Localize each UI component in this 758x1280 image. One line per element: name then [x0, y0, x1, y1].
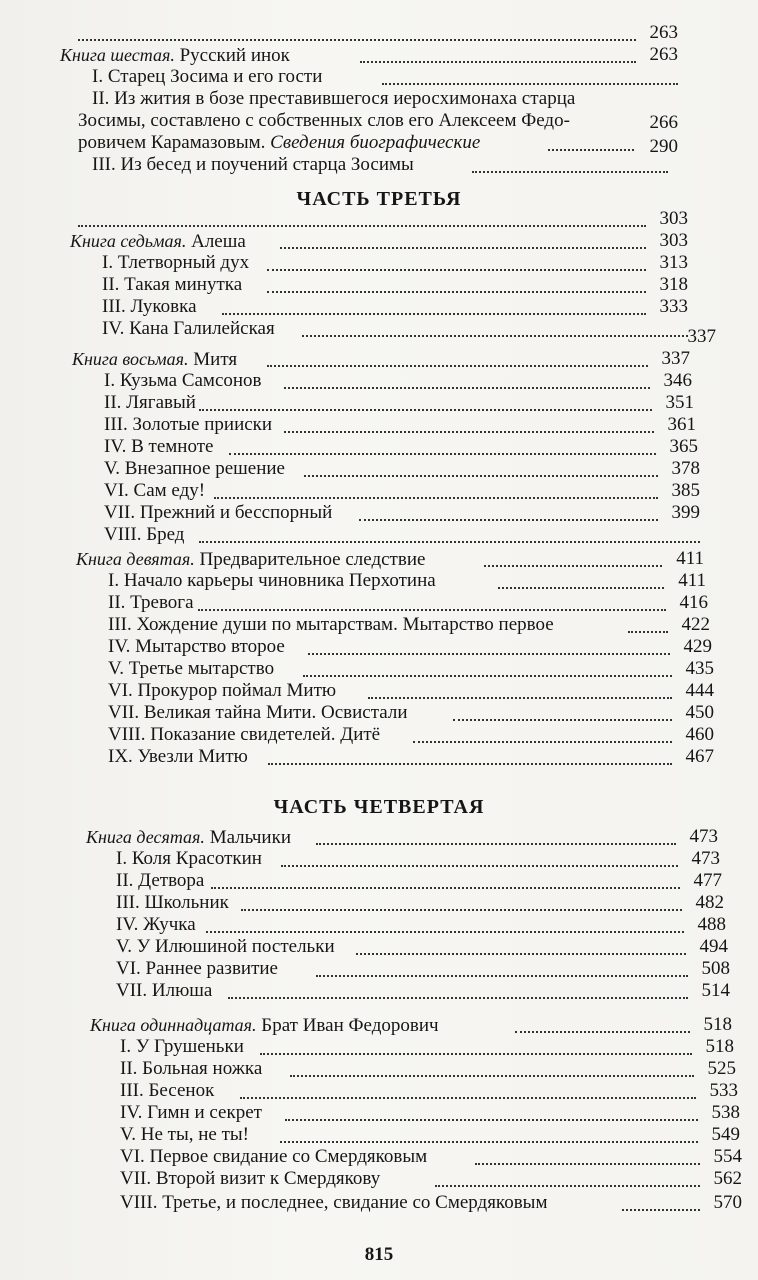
toc-page: 514	[701, 980, 730, 1001]
toc-title: VII. Второй визит к Смердякову	[120, 1168, 381, 1189]
toc-row	[120, 1168, 742, 1190]
toc-page: 482	[695, 892, 724, 913]
toc-page: 533	[709, 1080, 738, 1101]
toc-page: 429	[683, 636, 712, 657]
toc-title: IV. Кана Галилейская	[102, 318, 275, 339]
toc-page: 488	[697, 914, 726, 935]
toc-page: 313	[659, 252, 688, 273]
toc-row-book10	[86, 826, 718, 848]
toc-title: V. Внезапное решение	[104, 458, 285, 479]
toc-page: 460	[685, 724, 714, 745]
toc-row	[116, 870, 722, 892]
toc-page: 549	[711, 1124, 740, 1145]
toc-title: IV. Мытарство второе	[108, 636, 285, 657]
toc-title: V. Не ты, не ты!	[120, 1124, 249, 1145]
toc-title: III. Бесенок	[120, 1080, 215, 1101]
toc-row	[102, 318, 688, 340]
book-label: Книга восьмая.	[72, 349, 189, 369]
book-label: Книга шестая.	[60, 45, 175, 65]
toc-title: ровичем Карамазовым.	[78, 132, 266, 153]
toc-row	[116, 848, 720, 870]
toc-page: 411	[678, 570, 706, 591]
toc-title-italic: Сведения биографические	[270, 132, 481, 153]
toc-page: 518	[705, 1036, 734, 1057]
toc-row	[120, 1146, 742, 1168]
toc-title: I. У Грушеньки	[120, 1036, 244, 1057]
toc-title: II. Детвора	[116, 870, 205, 891]
toc-page: 467	[685, 746, 714, 767]
toc-title: IV. В темноте	[104, 436, 214, 457]
toc-page: 365	[669, 436, 698, 457]
toc-row	[108, 636, 712, 658]
toc-row	[120, 1192, 742, 1214]
toc-title: II. Лягавый	[104, 392, 196, 413]
toc-row	[92, 66, 678, 88]
toc-row	[104, 458, 700, 480]
toc-row	[108, 680, 714, 702]
toc-page: 337	[661, 348, 690, 369]
toc-row	[78, 132, 678, 157]
toc-title: I. Коля Красоткин	[116, 848, 262, 869]
book-title: Русский инок	[179, 45, 290, 66]
toc-page: 346	[663, 370, 692, 391]
toc-page: 411	[676, 548, 704, 569]
toc-page: 378	[671, 458, 700, 479]
toc-page: 473	[689, 826, 718, 847]
toc-row	[680, 326, 716, 348]
book-label: Книга девятая.	[76, 549, 195, 569]
toc-page: 518	[703, 1014, 732, 1035]
toc-title: II. Больная ножка	[120, 1058, 263, 1079]
toc-page: 361	[667, 414, 696, 435]
book-title: Мальчики	[209, 827, 292, 848]
toc-row	[78, 110, 678, 132]
toc-row	[104, 436, 698, 458]
toc-row-book6	[60, 44, 678, 66]
toc-row	[108, 592, 708, 614]
toc-title: IV. Гимн и секрет	[120, 1102, 262, 1123]
toc-page: 290	[649, 136, 678, 157]
toc-row	[120, 1080, 738, 1102]
toc-title: VII. Илюша	[116, 980, 213, 1001]
book-label: Книга седьмая.	[70, 231, 187, 251]
toc-title: VI. Раннее развитие	[116, 958, 278, 979]
book-label: Книга одиннадцатая.	[90, 1015, 257, 1035]
toc-page: 263	[649, 44, 678, 65]
toc-title: VII. Великая тайна Мити. Освистали	[108, 702, 408, 723]
toc-page: 570	[713, 1192, 742, 1213]
toc-page: 337	[687, 326, 716, 347]
toc-page: 333	[659, 296, 688, 317]
toc-title: VIII. Показание свидетелей. Дитё	[108, 724, 381, 745]
toc-title: VIII. Третье, и последнее, свидание со Смердяковым	[120, 1192, 548, 1213]
toc-title: IX. Увезли Митю	[108, 746, 248, 767]
toc-row	[116, 980, 730, 1002]
book-title: Алеша	[191, 231, 246, 252]
toc-title: II. Тревога	[108, 592, 194, 613]
toc-title: II. Из жития в бозе преставившегося иеросхимонаха старца	[92, 88, 576, 109]
toc-row	[104, 480, 700, 502]
toc-page: 351	[665, 392, 694, 413]
toc-row	[104, 392, 694, 414]
toc-page: 399	[671, 502, 700, 523]
toc-page: 494	[699, 936, 728, 957]
book-title: Митя	[193, 349, 238, 370]
toc-row-book11	[90, 1014, 732, 1036]
toc-title: VI. Прокурор поймал Митю	[108, 680, 337, 701]
toc-page: 318	[659, 274, 688, 295]
toc-row-book8	[72, 348, 690, 370]
toc-row	[120, 1058, 736, 1080]
toc-row	[116, 892, 724, 914]
toc-row	[102, 296, 688, 318]
toc-row	[108, 658, 714, 680]
toc-title: III. Из бесед и поучений старца Зосимы	[92, 154, 414, 175]
toc-row-book7	[70, 230, 688, 252]
toc-title: V. Третье мытарство	[108, 658, 275, 679]
toc-page: 435	[685, 658, 714, 679]
toc-row-book9	[76, 548, 704, 570]
toc-title: III. Хождение души по мытарствам. Мытарство первое	[108, 614, 554, 635]
toc-title: I. Начало карьеры чиновника Перхотина	[108, 570, 436, 591]
toc-row	[120, 1036, 734, 1058]
toc-title: V. У Илюшиной постельки	[116, 936, 335, 957]
toc-row	[92, 88, 678, 110]
toc-row	[116, 936, 728, 958]
toc-title: III. Золотые прииски	[104, 414, 273, 435]
toc-page: 303	[659, 230, 688, 251]
toc-title: II. Такая минутка	[102, 274, 243, 295]
toc-row	[116, 914, 726, 936]
toc-title: III. Луковка	[102, 296, 197, 317]
toc-title: IV. Жучка	[116, 914, 196, 935]
toc-row	[108, 746, 714, 768]
book-title: Предварительное следствие	[199, 549, 426, 570]
toc-title: VII. Прежний и бесспорный	[104, 502, 333, 523]
toc-row	[78, 208, 688, 230]
toc-row	[108, 724, 714, 746]
toc-row	[108, 614, 710, 636]
toc-row	[108, 702, 714, 724]
part-heading: ЧАСТЬ ТРЕТЬЯ	[296, 188, 462, 210]
toc-page: 538	[711, 1102, 740, 1123]
toc-row	[120, 1102, 740, 1124]
toc-title: VIII. Бред	[104, 524, 185, 545]
toc-row	[104, 502, 700, 524]
page-number: 815	[364, 1244, 394, 1265]
toc-title: VI. Первое свидание со Смердяковым	[120, 1146, 428, 1167]
toc-title: VI. Сам еду!	[104, 480, 206, 501]
toc-row	[102, 252, 688, 274]
toc-page: 525	[707, 1058, 736, 1079]
toc-page: 477	[693, 870, 722, 891]
toc-title: III. Школьник	[116, 892, 229, 913]
toc-page: 562	[713, 1168, 742, 1189]
toc-page: 554	[713, 1146, 742, 1167]
toc-row	[92, 154, 678, 176]
toc-row	[108, 570, 706, 592]
toc-title: Зосимы, составлено с собственных слов его Алексеем Федо-	[78, 110, 570, 131]
toc-row	[78, 22, 678, 44]
toc-page: 385	[671, 480, 700, 501]
toc-row	[104, 524, 700, 546]
toc-title: I. Кузьма Самсонов	[104, 370, 262, 391]
toc-page: 444	[685, 680, 714, 701]
toc-page: 303	[659, 208, 688, 229]
toc-row	[104, 370, 692, 392]
toc-row	[116, 958, 730, 980]
toc-page: 473	[691, 848, 720, 869]
book-title: Брат Иван Федорович	[261, 1015, 439, 1036]
book-label: Книга десятая.	[86, 827, 205, 847]
toc-page: 450	[685, 702, 714, 723]
toc-page: 263	[649, 22, 678, 43]
toc-title: I. Старец Зосима и его гости	[92, 66, 323, 87]
toc-row	[120, 1124, 740, 1146]
toc-title: I. Тлетворный дух	[102, 252, 250, 273]
toc-row	[102, 274, 688, 296]
toc-page: 508	[701, 958, 730, 979]
toc-row	[104, 414, 696, 436]
part-heading: ЧАСТЬ ЧЕТВЕРТАЯ	[273, 796, 485, 818]
toc-page: 422	[681, 614, 710, 635]
toc-page: 266	[649, 112, 678, 133]
toc-page: 416	[679, 592, 708, 613]
